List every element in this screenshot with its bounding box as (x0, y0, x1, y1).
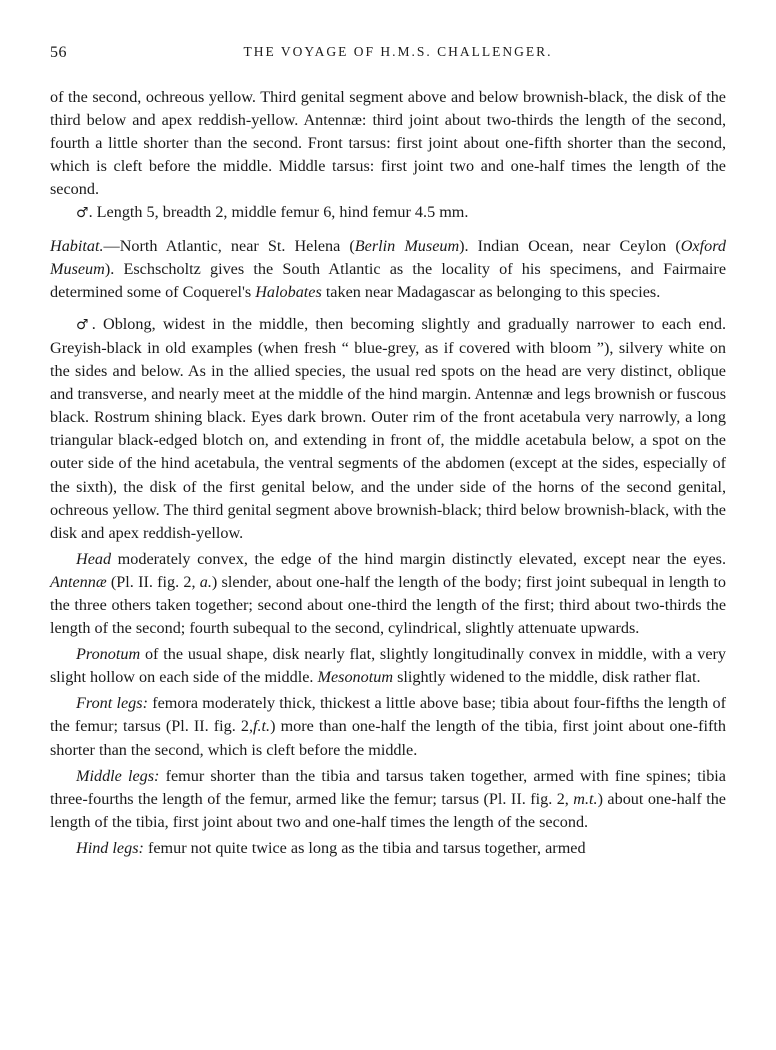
paragraph-text: . Oblong, widest in the middle, then becoming slightly and gradually narrower to each end. Greyish-black in old examples (when fresh “ blue-grey, as if covered with bloom ”), silvery white on the sides and below. As in the allied species, the usual red spots on the head are very distinct, oblique and transverse, and nearly meet at the middle of the hind margin. Antennæ and legs brownish or fuscous black. Rostrum shining black. Eyes dark brown. Outer rim of the front acetabula very narrowly, a long triangular black-edged blotch on, and extending in front of, the middle acetabula below, a spot on the outer side of the hind acetabula, the ventral segments of the abdomen (except at the sides, especially of the sixth), the disk of the first genital below, and the under side of the horns of the second genital, ochreous yellow. The third genital segment above brownish-black; third below brownish-black, with the disk and apex reddish-yellow. (50, 314, 726, 542)
section-label: Mesonotum (317, 668, 394, 687)
paragraph-text: ) slender, about one-half the length of the body; first joint subequal in length to the three others taken together; second about one-third the length of the first; third about two-thirds the length of the second; fourth subequal to the second, cylindrical, slightly attenuate upwards. (50, 572, 726, 638)
paragraph-hind-legs (50, 837, 726, 860)
body-text (50, 86, 726, 860)
paragraph-text: taken near Madagascar as belonging to this species. (321, 282, 661, 301)
paragraph-text: femur shorter than the tibia and tarsus taken together, armed with fine spines; tibia three-fourths the length of the femur, armed like the femur; tarsus (Pl. II. fig. 2, (50, 766, 726, 808)
paragraph-text: slightly widened to the middle, disk rather flat. (393, 668, 701, 687)
figure-ref: f.t. (253, 717, 271, 736)
paragraph-text: ). Indian Ocean, near Ceylon ( (459, 236, 681, 255)
genus-name: Halobates (255, 282, 322, 301)
paragraph-male-measurements (50, 201, 726, 225)
section-label: Middle legs: (76, 766, 160, 785)
paragraph-male-description (50, 313, 726, 545)
section-label: Antennæ (50, 572, 107, 591)
paragraph-text: femur not quite twice as long as the tibia and tarsus together, armed (143, 838, 586, 857)
section-label: Head (76, 549, 112, 568)
paragraph-pronotum (50, 643, 726, 689)
paragraph-habitat (50, 235, 726, 304)
paragraph-text: ) more than one-half the length of the tibia, first joint about one-fifth shorter than the second, which is cleft before the middle. (50, 717, 726, 759)
museum-name: Berlin Museum (354, 236, 460, 255)
paragraph-text: . Length 5, breadth 2, middle femur 6, hind femur 4.5 mm. (88, 203, 469, 222)
page-number: 56 (50, 44, 67, 61)
paragraph-text: moderately convex, the edge of the hind margin distinctly elevated, except near the eyes. (111, 549, 726, 568)
section-label: Hind legs: (76, 838, 144, 857)
paragraph-front-legs (50, 692, 726, 761)
paragraph-middle-legs (50, 765, 726, 834)
paragraph-continuation (50, 86, 726, 201)
section-label: Pronotum (76, 645, 141, 664)
figure-ref: a. (199, 572, 212, 591)
paragraph-text: ). Eschscholtz gives the South Atlantic as the locality of his specimens, and Fairmaire determined some of Coquerel's (50, 259, 726, 301)
paragraph-head (50, 548, 726, 640)
page-header (0, 44, 776, 66)
paragraph-text: of the second, ochreous yellow. Third genital segment above and below brownish-black, the disk of the third below and apex reddish-yellow. Antennæ: third joint about two-thirds the length of the second, fourth a little shorter than the second. Front tarsus: first joint about one-fifth shorter than the second, which is cleft before the middle. Middle tarsus: first joint two and one-half times the length of the second. (50, 88, 726, 199)
paragraph-text: (Pl. II. fig. 2, (106, 572, 200, 591)
running-title: THE VOYAGE OF H.M.S. CHALLENGER. (243, 44, 553, 59)
museum-name: Oxford Museum (50, 236, 726, 278)
paragraph-text: femora moderately thick, thickest a little above base; tibia about four-fifths the length of the femur; tarsus (Pl. II. fig. 2, (50, 694, 726, 736)
paragraph-text: ) about one-half the length of the tibia, first joint about two and one-half times the length of the second. (50, 789, 726, 831)
habitat-label: Habitat. (50, 236, 104, 255)
male-symbol: ♂ (76, 205, 89, 222)
section-label: Front legs: (76, 694, 148, 713)
figure-ref: m.t. (573, 789, 598, 808)
paragraph-text: of the usual shape, disk nearly flat, slightly longitudinally convex in middle, with a very slight hollow on each side of the middle. (50, 645, 726, 687)
male-symbol: ♂ (76, 316, 92, 333)
paragraph-text: —North Atlantic, near St. Helena ( (103, 236, 355, 255)
